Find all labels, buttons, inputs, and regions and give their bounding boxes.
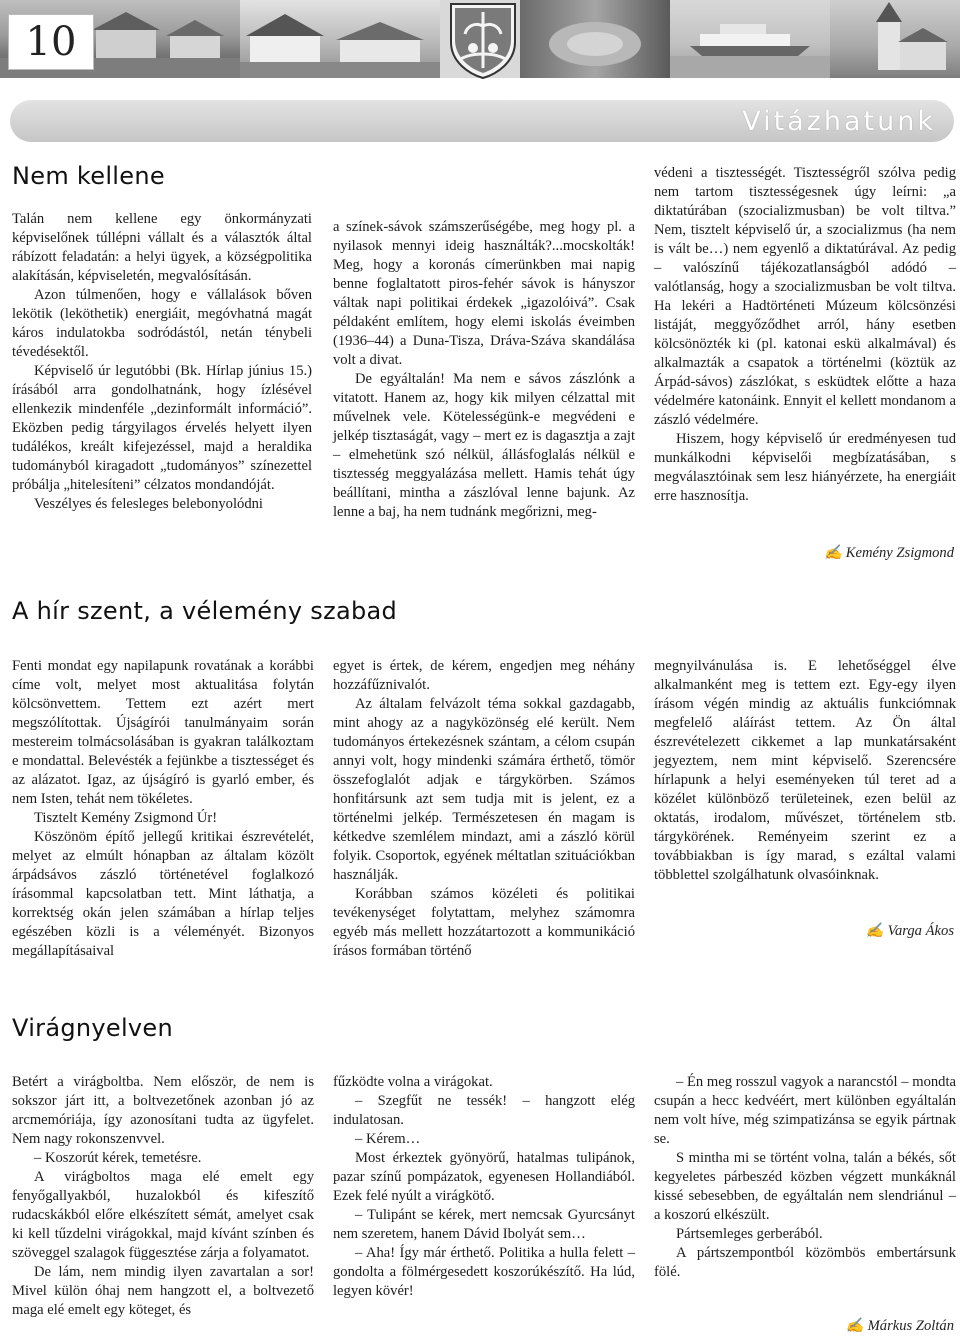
paragraph: Tisztelt Kemény Zsigmond Úr! (34, 810, 218, 826)
paragraph: védeni a tisztességét. Tisztességről szólva pedig nem tartom tisztességesnek úgy leírni: „a diktatúrában (szocializmusban) be volt tiltva.” Nem, tisztelt képviselő úr, a szocializmus (ha nem is vált be…) nem egyenlő a diktatúrával. Az pedig – valószínű tájékozatlanságból adódó – valótlanság, hogy a szocializmusban be volt tiltva. Ha lekéri a Hadtörténeti Múzeum kölcsönzési listáját, meggyőződhet arról, hány esetben kölcsönözték ki (pl. katonai eskü alkalmával) és alkalmazták a csapatok a történelmi (köztük az Árpád-sávos) zászlókat, s esküdtek előtte a haza védelmére katonáink. Ennyit el kellett mondanom a zászló védelmére. (654, 165, 956, 428)
paragraph: a színek-sávok számszerűségébe, meg hogy pl. a nyilasok mennyi ideig használták?...mocskolták! Meg, hogy a koronás címerünkben mai napig benne foglaltatott piros-fehér sávok is hányszor váltak napi politikai érdekek „igazolóivá”. Csak példaként említem, hogy elemi iskolás éveimben (1936–44) a Duna-Tisza, Dráva-Száva skandálása volt a divat. (333, 219, 635, 368)
paragraph: Köszönöm építő jellegű kritikai észrevételét, melyet az elmúlt hónapban az általam közölt árpádsávos zászló történetével foglalkozó írásommal kapcsolatban tett. Mint láthatja, a korrektség okán jelen számában a hírlap teljes egészében közli is a véleményét. Bizonyos megállapításaival (12, 829, 314, 959)
paragraph: Veszélyes és felesleges belebonyolódni (34, 496, 263, 512)
paragraph: De egyáltalán! Ma nem e sávos zászlónk a vitatott. Hanem az, hogy kik milyen célzattal mit művelnek vele. Kötelességünk-e megvédeni e jelkép tisztaságát, vagy – mert ez is dagasztja a zajt – elmehetünk szó nélkül, állásfoglalás nélkül e tisztesség meggyalázása mellett. Hamis tehát úgy beállítani, mintha a zászlóval lenne bajunk. Az lenne a baj, ha nem tudnánk megőrizni, meg- (333, 371, 635, 520)
paragraph: Azon túlmenően, hogy e vállalások bőven lekötik (leköthetik) energiáit, megóvhatná magát káros indulatokba sodródástól, netán ténybeli tévedésektől. (12, 287, 312, 360)
paragraph: De lám, nem mindig ilyen zavartalan a sor! Mivel külön óhaj nem hangzott el, a boltvezető maga elé emelt egy köteget, és (12, 1264, 314, 1318)
header-photo-ship (670, 0, 830, 78)
author-name: Varga Ákos (887, 923, 954, 939)
paragraph: fűzködte volna a virágokat. (333, 1074, 493, 1090)
paragraph: Az általam felvázolt téma sokkal gazdagabb, mint ahogy az a nagyközönség elé került. Nem tudományos értekezésnek szántam, a célom csupán annyi volt, hogy mindenki számára érthető, tömör összefoglalót adjak e tárgykörben. Számos honfitársunk azt sem tudja mit is jelent, ez a történelmi jelkép. Természetesen én magam is kétkedve szemlélem mindazt, ami a zászló körül folyik. Csoportok, egyének méltatlan szituációkban használják. (333, 696, 635, 883)
article-2-column-1 (12, 657, 314, 961)
pen-icon: ✍ (823, 545, 843, 561)
paragraph: Betért a virágboltba. Nem először, de nem is sokszor járt itt, a boltvezetőnek azonban jó az arcmemóriája, így azonosítani tudta az ügyfelet. Nem nagy rokonszenvvel. (12, 1074, 314, 1147)
paragraph: Pártsemleges gerberából. (676, 1226, 823, 1242)
pen-icon: ✍ (865, 923, 884, 939)
article-1-column-3 (654, 164, 956, 506)
author-name: Kemény Zsigmond (845, 545, 954, 561)
article-1-column-1 (12, 210, 312, 514)
article-2-column-2 (333, 657, 635, 961)
paragraph: egyet is értek, de kérem, engedjen meg néhány hozzáfűznivalót. (333, 658, 635, 693)
paragraph: Korábban számos közéleti és politikai tevékenységet folytattam, melyhez számomra egyéb más mellett hozzátartozott a kommunikáció írásos formában történő (333, 886, 635, 959)
article-1-column-2 (333, 218, 635, 522)
paragraph: Fenti mondat egy napilapunk rovatának a korábbi címe volt, melyet most aktualitása folytán kölcsönvettem. Tettem ezt azért mert megszólítottak. Újságírói tanulmányaim során mestereim tolmácsolásában is gyakran találkoztam e mondattal. Belevésték a fejünkbe a tisztességet és az alázatot. Igaz, az újságíró is gyarló ember, és nem Isten, tehát nem tökéletes. (12, 658, 314, 807)
paragraph: S mintha mi se történt volna, talán a békés, sőt kegyeletes párbeszéd közben végzett munkáknál kissé sebesebben, de egyáltalán nem slendriánul – a koszorú elkészült. (654, 1150, 956, 1223)
paragraph: Most érkeztek gyönyörű, hatalmas tulipánok, pazar színű pompázatok, egyenesen Hollandiából. Ezek felé nyúlt a virágkötő. (333, 1150, 635, 1204)
article-3-column-3 (654, 1073, 956, 1282)
paragraph: Képviselő úr legutóbbi (Bk. Hírlap június 15.) írásából arra gondolhatnánk, hogy ízlésével ellenkezik mindenféle „dezinformált információ”. Eközben pedig tárgyilagos érvelés helyett ilyen tudálékos, kreált kifejezéssel, majd a heraldika tudományból kiragadott „tudományos” színezettel próbálja „hitelesíteni” célzatos mondandóját. (12, 363, 312, 493)
paragraph: – Tulipánt se kérek, mert nemcsak Gyurcsányt nem szeretem, hanem Dávid Ibolyát sem… (333, 1207, 635, 1242)
paragraph: – Kérem… (355, 1131, 421, 1147)
paragraph: – Koszorút kérek, temetésre. (34, 1150, 202, 1166)
header-photo-hands (520, 0, 670, 78)
author-name: Márkus Zoltán (867, 1318, 954, 1334)
paragraph: – Aha! Így már érthető. Politika a hulla felett – gondolta a fölmérgesedett koszorúkészítő. Ha lúd, legyen kövér! (333, 1245, 635, 1299)
paragraph: – Én meg rosszul vagyok a narancstól – mondta csupán a hecc kedvéért, mert különben egyáltalán nem volt híve, még szimpatizánsa se egyik pártnak se. (654, 1074, 956, 1147)
paragraph: A virágboltos maga elé emelt egy fenyőgallyakból, huzalokból és kifeszítő rudacskákból előre elkészített sémát, amelyet csak ki kell tűzdelni virágokkal, majd kívánt színben és szöveggel szalagok függesztése zárja a folyamatot. (12, 1169, 314, 1261)
rubric-bar (10, 100, 954, 142)
article-3-column-1 (12, 1073, 314, 1320)
rubric-title: Vitázhatunk (742, 106, 936, 137)
article-title-viragnyelven: Virágnyelven (12, 1014, 173, 1042)
signature-kemeny (824, 543, 954, 562)
paragraph: Talán nem kellene egy önkormányzati képviselőnek túllépni vállalt és a választók által rábízott feladatán: a helyi ügyek, a községpolitika alakításán, képviseletén, megvalósításán. (12, 211, 312, 284)
coat-of-arms-icon (447, 0, 519, 80)
article-3-column-2 (333, 1073, 635, 1301)
signature-varga (866, 921, 954, 940)
header-photo-village (240, 0, 440, 78)
paragraph: megnyilvánulása is. E lehetőséggel élve alkalmanként meg is tettem ezt. Egy-egy ilyen írásom végén mindig az aktuális funkciómnak megfelelő aláírást tettem. Az Ön által észrevételezett cikkemet a lap munkatársaként jegyeztem, nem mint képviselő. Szerencsére hírlapunk a helyi eseményeken túl teret ad a közélet különböző területeinek, ezen belül az oktatás, irodalom, művészet, történelem stb. tárgykörének. Reményeim szerint ez a továbbiakban is így marad, s ezáltal valami többlettel szolgálhatunk olvasóinknak. (654, 658, 956, 883)
paragraph: – Szegfűt ne tessék! – hangzott elég indulatosan. (333, 1093, 635, 1128)
signature-markus (846, 1316, 954, 1335)
article-2-column-3 (654, 657, 956, 885)
pen-icon: ✍ (845, 1318, 864, 1334)
paragraph: A pártszempontból közömbös embertársunk fölé. (654, 1245, 956, 1280)
page-number: 10 (8, 14, 94, 70)
article-title-a-hir-szent: A hír szent, a vélemény szabad (12, 597, 398, 625)
article-title-nem-kellene: Nem kellene (12, 162, 165, 190)
header-photo-church (830, 0, 960, 78)
paragraph: Hiszem, hogy képviselő úr eredményesen tud munkálkodni képviselői megbízatásában, s megválasztóinak sem lesz hiányérzete, ha energiáit erre hasznosítja. (654, 431, 956, 504)
